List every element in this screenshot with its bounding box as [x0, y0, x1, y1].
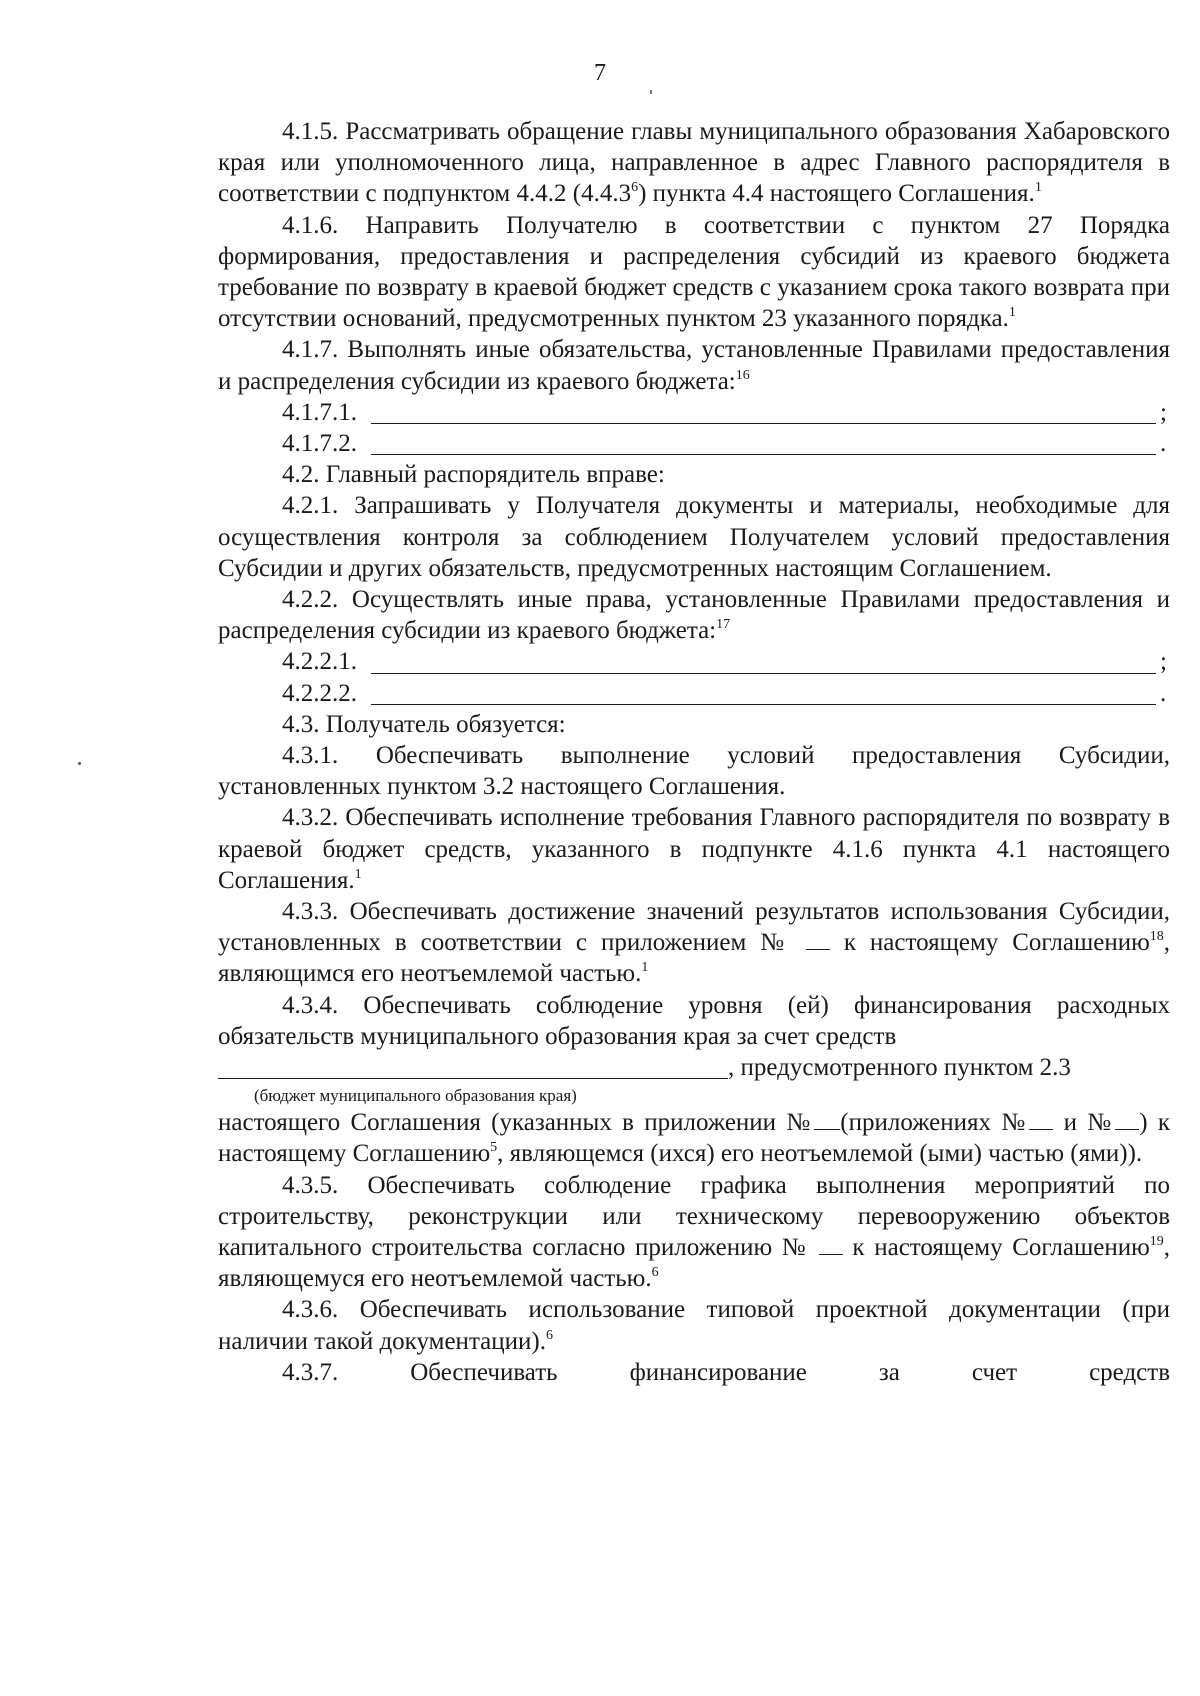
paragraph-4-2-1: 4.2.1. Запрашивать у Получателя документы и материалы, необходимые для осуществления контроля за соблюдением Получателем условий предоставления Субсидии и других обязательств, предусмотренных настоящим Соглашением. [218, 492, 1170, 582]
blank-field [1115, 1109, 1139, 1130]
document-body [218, 116, 1170, 1388]
blank-field [371, 650, 1156, 674]
footnote-ref: 1 [641, 960, 649, 976]
footnote-ref: 16 [735, 367, 750, 383]
paragraph-4-3-3: 4.3.3. Обеспечивать достижение значений результатов использования Субсидии, установленных в соответствии с приложением № к настоящему Соглашению$^{18}$, являющимся его неотъемлемой частью.$^1$ [218, 898, 1171, 988]
blank-field [814, 1109, 840, 1130]
paragraph-4-1-7: 4.1.7. Выполнять иные обязательства, установленные Правилами предоставления и распределения субсидии из краевого бюджета:$^{16}$ [218, 336, 1170, 395]
paragraph-4-3-7: 4.3.7. Обеспечивать финансирование за счет средств [282, 1358, 1170, 1386]
scan-artifact [650, 90, 652, 94]
footnote-ref: 5 [490, 1140, 498, 1156]
page-number: 7 [594, 60, 606, 86]
footnote-ref: 6 [631, 180, 639, 196]
scan-artifact [78, 762, 81, 765]
fill-line-4-2-2-1: 4.2.2.1. ; [282, 648, 1167, 676]
paragraph-4-1-6: 4.1.6. Направить Получателю в соответствии с пунктом 27 Порядка формирования, предоставления и распределения субсидий из краевого бюджета требование по возврату в краевой бюджет средств с указанием срока такого возврата при отсутствии оснований, предусмотренных пунктом 23 указанного порядка.$^1$ [218, 211, 1170, 333]
blank-field [371, 681, 1156, 705]
budget-caption: (бюджет муниципального образования края) [254, 1086, 577, 1106]
paragraph-4-3-5: 4.3.5. Обеспечивать соблюдение графика выполнения мероприятий по строительству, реконструкции или техническому перевооружению объектов капитального строительства согласно приложению № к настоящему Соглашению$^{19}$, являющемуся его неотъемлемой частью.$^6$ [218, 1171, 1171, 1293]
paragraph-4-3-1: 4.3.1. Обеспечивать выполнение условий предоставления Субсидии, установленных пунктом 3.2 настоящего Соглашения. [218, 742, 1170, 801]
paragraph-4-3-2: 4.3.2. Обеспечивать исполнение требования Главного распорядителя по возврату в краевой бюджет средств, указанного в подпункте 4.1.6 пункта 4.1 настоящего Соглашения.$^1$ [218, 804, 1170, 894]
budget-fill-line: , предусмотренного пунктом 2.3 [218, 1052, 1170, 1083]
paragraph-4-1-5: 4.1.5. Рассматривать обращение главы муниципального образования Хабаровского края или уполномоченного лица, направленное в адрес Главного распорядителя в соответствии с подпунктом 4.4.2 (4.4.3$^6$) пункта 4.4 настоящего Соглашения.$^1$ [218, 118, 1170, 208]
footnote-ref: 1 [354, 866, 362, 882]
blank-field [371, 431, 1156, 455]
paragraph-4-3-4: 4.3.4. Обеспечивать соблюдение уровня (ей) финансирования расходных обязательств муниципального образования края за счет средств [218, 991, 1170, 1050]
blank-field [819, 1234, 843, 1255]
paragraph-4-3-6: 4.3.6. Обеспечивать использование типовой проектной документации (при наличии такой документации).$^6$ [218, 1296, 1170, 1355]
fill-line-4-1-7-1: 4.1.7.1. ; [282, 398, 1167, 426]
paragraph-4-3: 4.3. Получатель обязуется: [282, 710, 566, 738]
footnote-ref: 17 [716, 617, 731, 633]
footnote-ref: 6 [651, 1265, 659, 1281]
fill-line-4-2-2-2: 4.2.2.2. . [282, 679, 1167, 707]
footnote-ref: 18 [1149, 929, 1164, 945]
blank-field [218, 1055, 728, 1079]
paragraph-4-3-4-continued: настоящего Соглашения (указанных в приложении № (приложениях № и № ) к настоящему Соглашению$^5$, являющемся (ихся) его неотъемлемой (ыми) частью (ями)). [218, 1109, 1171, 1168]
blank-field [371, 400, 1156, 424]
footnote-ref: 19 [1149, 1234, 1164, 1250]
paragraph-4-2: 4.2. Главный распорядитель вправе: [282, 461, 665, 489]
blank-field [1029, 1109, 1053, 1130]
paragraph-4-2-2: 4.2.2. Осуществлять иные права, установленные Правилами предоставления и распределения субсидии из краевого бюджета:$^{17}$ [218, 586, 1170, 645]
footnote-ref: 1 [1034, 180, 1042, 196]
fill-line-4-1-7-2: 4.1.7.2. . [282, 430, 1167, 457]
footnote-ref: 6 [545, 1327, 553, 1343]
blank-field [806, 929, 830, 950]
footnote-ref: 1 [1008, 305, 1016, 321]
